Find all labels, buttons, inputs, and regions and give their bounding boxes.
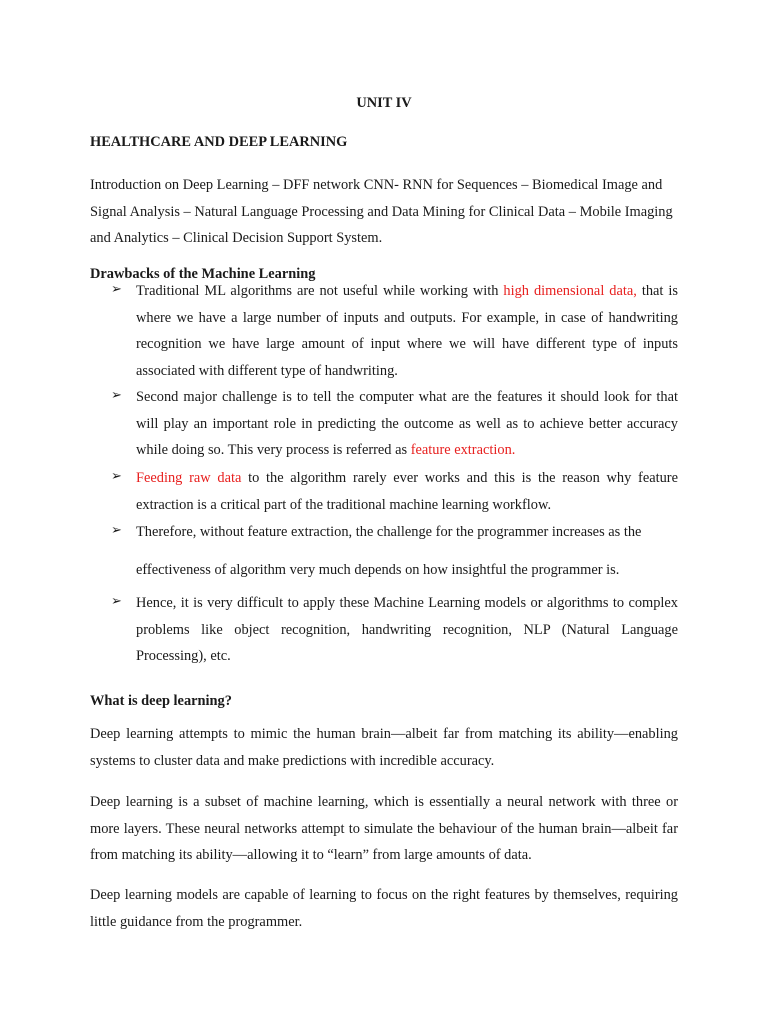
- unit-title: UNIT IV: [356, 95, 412, 111]
- drawback-item-1: [111, 278, 678, 384]
- section-heading: HEALTHCARE AND DEEP LEARNING: [90, 134, 348, 150]
- drawback-4-line-2: effectiveness of algorithm very much depends on how insightful the programmer is.: [136, 561, 620, 578]
- arrow-bullet-icon: ➢: [111, 282, 122, 297]
- arrow-bullet-icon: ➢: [111, 388, 122, 403]
- arrow-bullet-icon: ➢: [111, 469, 122, 484]
- drawback-3-text: to the algorithm rarely ever works and this is the reason why feature extraction is a critical part of the traditional machine learning workflow.: [136, 470, 678, 513]
- deep-learning-paragraph-2: Deep learning is a subset of machine learning, which is essentially a neural network with three or more layers. These neural networks attempt to simulate the behaviour of the human brain—albeit far from matching its ability—allowing it to “learn” from large amounts of data.: [90, 794, 678, 863]
- drawback-5-text: Hence, it is very difficult to apply these Machine Learning models or algorithms to complex problems like object recognition, handwriting recognition, NLP (Natural Language Processing), etc.: [136, 595, 678, 664]
- drawback-item-5: [111, 590, 678, 670]
- drawback-item-4: [111, 519, 678, 583]
- arrow-bullet-icon: ➢: [111, 523, 122, 538]
- drawback-1-text-cont: that is where we have a large number of inputs and outputs. For example, in case of handwriting recognition we have large amount of input where we will have different type of inputs associated with different type of handwriting.: [136, 283, 678, 379]
- drawback-1-highlight: high dimensional data,: [503, 283, 637, 299]
- drawback-4-line-1: Therefore, without feature extraction, the challenge for the programmer increases as the: [136, 524, 642, 540]
- drawback-2-text: Second major challenge is to tell the computer what are the features it should look for that will play an important role in predicting the outcome as well as to achieve better accuracy while doing so. This very process is referred as: [136, 389, 678, 458]
- drawback-2-highlight: feature extraction.: [410, 442, 516, 458]
- deep-learning-paragraph-1: Deep learning attempts to mimic the human brain—albeit far from matching its ability—enabling systems to cluster data and make predictions with incredible accuracy.: [90, 726, 678, 769]
- deep-learning-heading: What is deep learning?: [90, 693, 232, 709]
- arrow-bullet-icon: ➢: [111, 594, 122, 609]
- intro-paragraph: Introduction on Deep Learning – DFF network CNN- RNN for Sequences – Biomedical Image and Signal Analysis – Natural Language Processing and Data Mining for Clinical Data – Mobile Imaging and Analytics – Clinical Decision Support System.: [90, 177, 673, 246]
- drawback-item-2: [111, 384, 678, 464]
- drawback-3-highlight: Feeding raw data: [136, 470, 242, 486]
- drawback-item-3: [111, 465, 678, 518]
- drawback-1-text: Traditional ML algorithms are not useful while working with: [136, 283, 504, 299]
- drawbacks-heading: Drawbacks of the Machine Learning: [90, 266, 316, 282]
- deep-learning-paragraph-3: Deep learning models are capable of learning to focus on the right features by themselves, requiring little guidance from the programmer.: [90, 887, 678, 930]
